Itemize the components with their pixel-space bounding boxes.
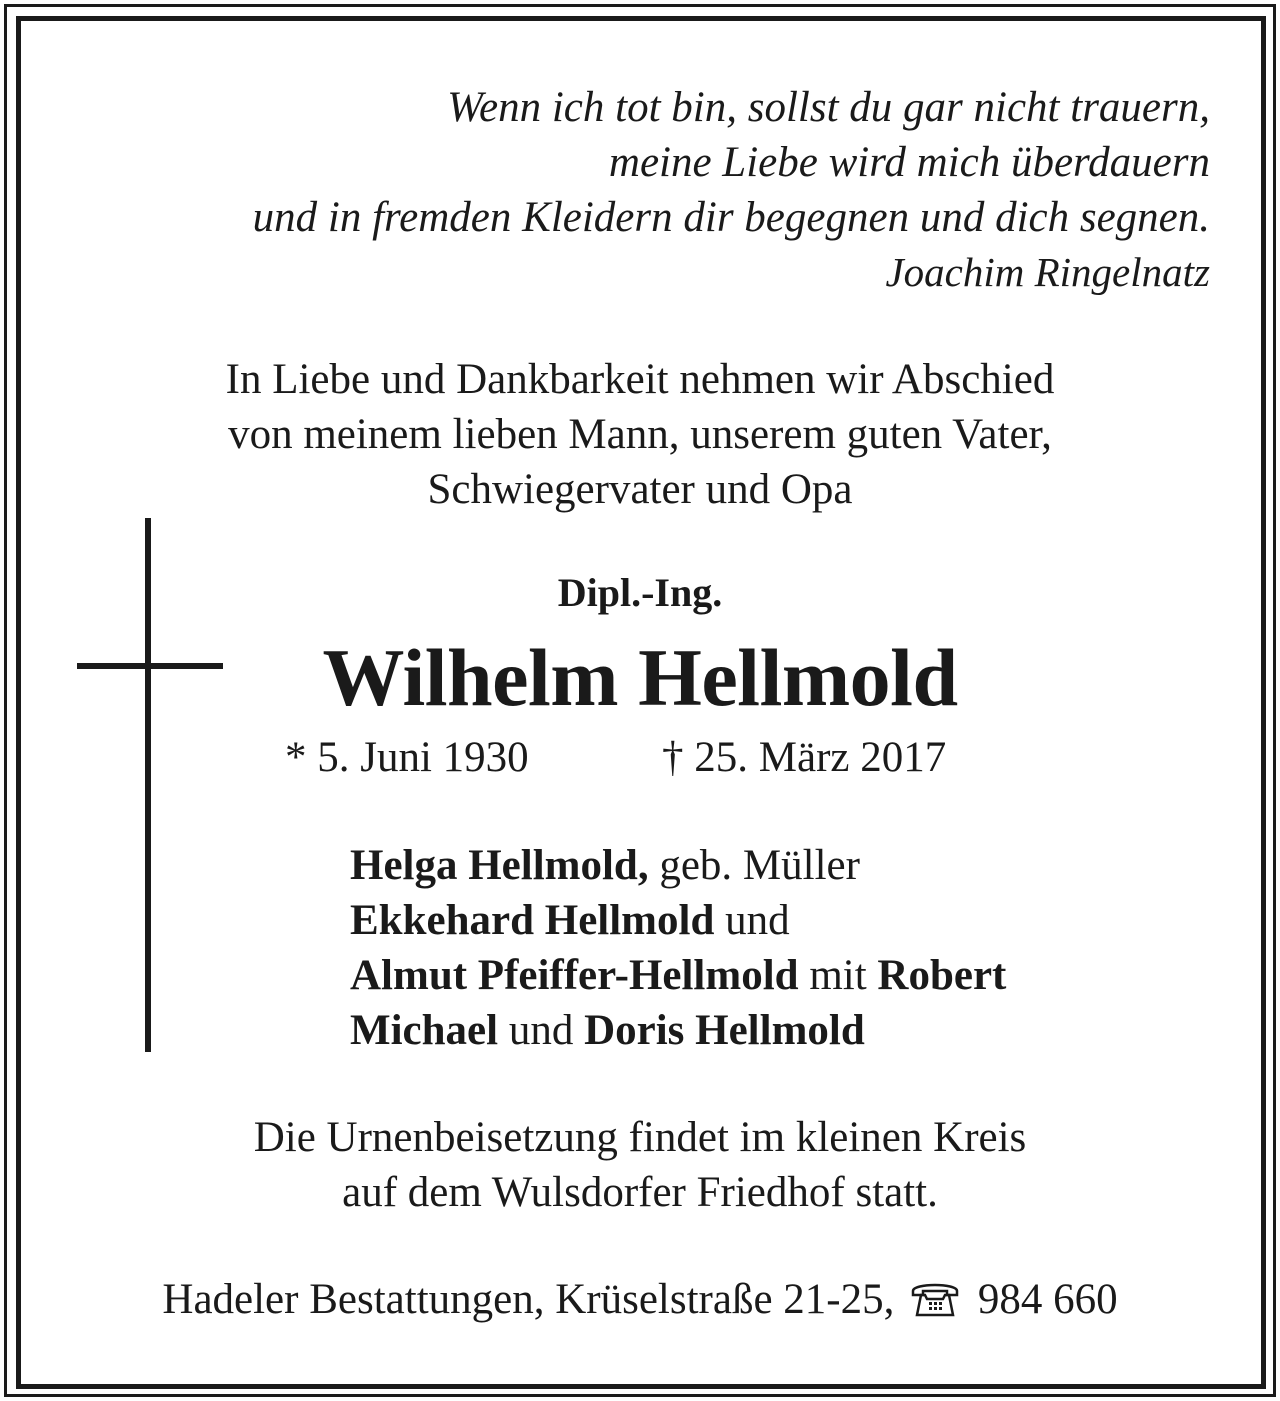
intro-text [0,352,1280,517]
mourner-name: Almut Pfeiffer-Hellmold [350,952,799,999]
mourners-list [350,838,1006,1058]
deceased-title: Dipl.-Ing. [557,570,723,615]
poem-quote [253,80,1210,300]
poem-line: und in fremden Kleidern dir begegnen und dich segnen. [252,194,1210,241]
birth-date: * 5. Juni 1930 [285,734,529,781]
deceased-name: Wilhelm Hellmold [322,632,958,723]
death-date: † 25. März 2017 [662,734,947,781]
mourner-name: Michael [350,1007,499,1054]
mourner-name: Ekkehard Hellmold [350,897,715,944]
mourner-note: und [498,1007,585,1054]
mourner-note: und [714,897,790,944]
mourner-name: Doris Hellmold [584,1007,865,1054]
intro-line: Schwiegervater und Opa [427,466,853,513]
mourner-line [350,948,1006,1003]
telephone-icon [909,1279,961,1319]
poem-line: meine Liebe wird mich überdauern [608,139,1210,186]
undertaker-info [0,1272,1280,1327]
mourner-line [350,1003,1006,1058]
mourner-line [350,893,1006,948]
burial-notice [0,1110,1280,1220]
undertaker-address: Hadeler Bestattungen, Krüselstraße 21-25, [162,1276,895,1323]
mourner-note: mit [798,952,878,999]
mourner-note: geb. Müller [648,842,860,889]
mourner-line [350,838,1006,893]
burial-line: auf dem Wulsdorfer Friedhof statt. [342,1169,938,1216]
intro-line: In Liebe und Dankbarkeit nehmen wir Abschied [225,356,1055,403]
undertaker-phone: 984 660 [977,1276,1118,1323]
mourner-name: Helga Hellmold, [350,842,649,889]
poem-line: Wenn ich tot bin, sollst du gar nicht trauern, [447,84,1210,131]
intro-line: von meinem lieben Mann, unserem guten Vater, [228,411,1052,458]
poem-author: Joachim Ringelnatz [885,249,1210,295]
mourner-name: Robert [877,952,1007,999]
burial-line: Die Urnenbeisetzung findet im kleinen Kreis [253,1114,1027,1161]
